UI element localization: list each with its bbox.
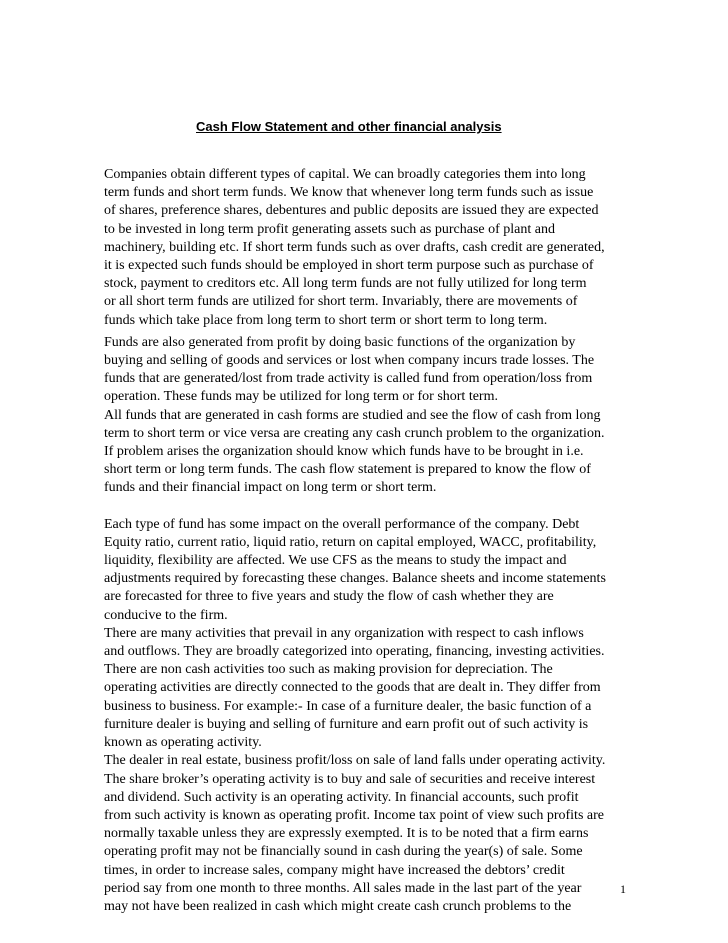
text-line: term funds and short term funds. We know that whenever long term funds such as issue: [104, 185, 594, 201]
text-line: it is expected such funds should be employed in short term purpose such as purchase of: [104, 258, 594, 274]
paragraph-funds-from-profit: [104, 334, 624, 498]
text-line: If problem arises the organization should know which funds have to be brought in i.e.: [104, 444, 584, 460]
text-line: from such activity is known as operating profit. Income tax point of view such profits are: [104, 807, 604, 823]
text-line: and dividend. Such activity is an operating activity. In financial accounts, such profit: [104, 789, 579, 805]
text-line: conducive to the firm.: [104, 607, 228, 623]
text-line: business to business. For example:- In case of a furniture dealer, the basic function of a: [104, 698, 592, 714]
text-line: operating profit may not be financially sound in cash during the year(s) of sale. Some: [104, 844, 583, 860]
text-line: to be invested in long term profit generating assets such as purchase of plant and: [104, 221, 555, 237]
text-line: The dealer in real estate, business profit/loss on sale of land falls under operating activity.: [104, 753, 606, 769]
text-line: or all short term funds are utilized for short term. Invariably, there are movements of: [104, 294, 578, 310]
text-line: There are non cash activities too such as making provision for depreciation. The: [104, 662, 553, 678]
text-line: There are many activities that prevail in any organization with respect to cash inflows: [104, 625, 584, 641]
text-line: Funds are also generated from profit by doing basic functions of the organization by: [104, 334, 576, 350]
paragraph-fund-impact: [104, 516, 624, 916]
text-line: furniture dealer is buying and selling of furniture and earn profit out of such activity is: [104, 716, 589, 732]
text-line: term to short term or vice versa are creating any cash crunch problem to the organization.: [104, 425, 605, 441]
text-line: funds and their financial impact on long term or short term.: [104, 480, 437, 496]
text-line: may not have been realized in cash which might create cash crunch problems to the: [104, 898, 572, 914]
text-line: and outflows. They are broadly categorized into operating, financing, investing activities.: [104, 644, 605, 660]
text-line: All funds that are generated in cash forms are studied and see the flow of cash from long: [104, 407, 601, 423]
text-line: of shares, preference shares, debentures and public deposits are issued they are expected: [104, 203, 599, 219]
text-line: funds that are generated/lost from trade activity is called fund from operation/loss from: [104, 371, 593, 387]
text-line: The share broker’s operating activity is to buy and sale of securities and receive interest: [104, 771, 596, 787]
text-line: liquidity, flexibility are affected. We use CFS as the means to study the impact and: [104, 553, 567, 569]
text-line: stock, payment to creditors etc. All long term funds are not fully utilized for long term: [104, 276, 587, 292]
text-line: period say from one month to three months. All sales made in the last part of the year: [104, 880, 582, 896]
text-line: operation. These funds may be utilized for long term or for short term.: [104, 389, 498, 405]
text-line: adjustments required by forecasting these changes. Balance sheets and income statements: [104, 571, 606, 587]
text-line: buying and selling of goods and services or lost when company incurs trade losses. The: [104, 353, 595, 369]
text-line: Companies obtain different types of capital. We can broadly categories them into long: [104, 167, 586, 182]
paragraph-capital-types: [104, 166, 624, 330]
text-line: times, in order to increase sales, company might have increased the debtors’ credit: [104, 862, 565, 878]
text-line: are forecasted for three to five years and study the flow of cash whether they are: [104, 589, 554, 605]
text-line: operating activities are directly connected to the goods that are dealt in. They differ from: [104, 680, 601, 696]
text-line: Each type of fund has some impact on the overall performance of the company. Debt: [104, 516, 580, 532]
text-line: machinery, building etc. If short term funds such as over drafts, cash credit are generated,: [104, 239, 605, 255]
text-line: short term or long term funds. The cash flow statement is prepared to know the flow of: [104, 462, 591, 478]
text-line: funds which take place from long term to short term or short term to long term.: [104, 312, 548, 328]
text-line: normally taxable unless they are expressly exempted. It is to be noted that a firm earns: [104, 826, 589, 842]
document-body: [104, 166, 624, 916]
text-line: known as operating activity.: [104, 735, 262, 751]
document-title: Cash Flow Statement and other financial analysis: [196, 119, 502, 134]
page-number: 1: [620, 882, 626, 896]
text-line: Equity ratio, current ratio, liquid ratio, return on capital employed, WACC, profitability,: [104, 534, 597, 550]
